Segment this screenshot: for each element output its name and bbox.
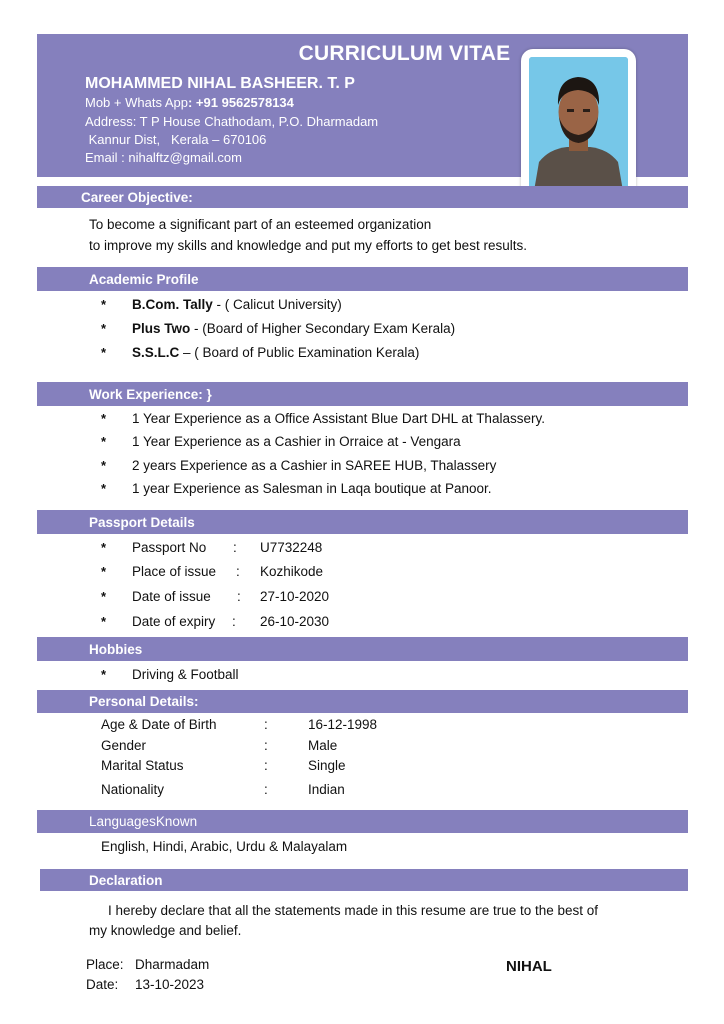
bullet-icon: *	[101, 411, 107, 426]
place-label: Place:	[86, 957, 124, 972]
declaration-heading: Declaration	[40, 869, 688, 891]
work-item: 1 year Experience as Salesman in Laqa boutique at Panoor.	[132, 481, 492, 496]
bullet-icon: *	[101, 321, 107, 336]
passport-sep: :	[236, 564, 240, 579]
date-label: Date:	[86, 977, 119, 992]
bullet-icon: *	[101, 434, 107, 449]
academic-item: B.Com. Tally - ( Calicut University)	[132, 297, 342, 312]
passport-label: Date of expiry	[132, 614, 216, 629]
personal-label: Nationality	[101, 782, 165, 797]
profile-photo	[529, 57, 628, 191]
profile-photo-frame	[521, 49, 636, 199]
work-item: 1 Year Experience as a Cashier in Orraice at - Vengara	[132, 434, 461, 449]
person-portrait-icon	[529, 57, 628, 191]
work-item: 1 Year Experience as a Office Assistant Blue Dart DHL at Thalassery.	[132, 411, 545, 426]
passport-sep: :	[232, 614, 236, 629]
passport-sep: :	[237, 589, 241, 604]
languages-value: English, Hindi, Arabic, Urdu & Malayalam	[101, 839, 348, 854]
bullet-icon: *	[101, 564, 107, 579]
personal-label: Gender	[101, 738, 147, 753]
academic-item: Plus Two - (Board of Higher Secondary Exam Kerala)	[132, 321, 456, 336]
address-line-2: Kannur Dist, Kerala – 670106	[85, 132, 267, 147]
career-objective-line-1: To become a significant part of an esteemed organization	[89, 217, 432, 232]
address-line-1: Address: T P House Chathodam, P.O. Dharmadam	[85, 114, 379, 129]
bullet-icon: *	[101, 458, 107, 473]
personal-sep: :	[264, 758, 268, 773]
passport-value: U7732248	[260, 540, 323, 555]
personal-label: Marital Status	[101, 758, 184, 773]
passport-value: 26-10-2030	[260, 614, 330, 629]
bullet-icon: *	[101, 481, 107, 496]
bullet-icon: *	[101, 345, 107, 360]
contact-email: Email : nihalftz@gmail.com	[85, 150, 242, 165]
career-objective-line-2: to improve my skills and knowledge and put my efforts to get best results.	[89, 238, 527, 253]
declaration-line-2: my knowledge and belief.	[89, 923, 242, 938]
bullet-icon: *	[101, 589, 107, 604]
personal-value: Single	[308, 758, 346, 773]
signature-name: NIHAL	[506, 958, 552, 975]
career-objective-heading: Career Objective:	[37, 186, 688, 208]
personal-value: Indian	[308, 782, 345, 797]
work-item: 2 years Experience as a Cashier in SAREE HUB, Thalassery	[132, 458, 497, 473]
bullet-icon: *	[101, 614, 107, 629]
phone-label: Mob + Whats App	[85, 95, 188, 110]
passport-details-heading: Passport Details	[37, 510, 688, 534]
place-value: Dharmadam	[135, 957, 210, 972]
hobby-item: Driving & Football	[132, 667, 239, 682]
date-value: 13-10-2023	[135, 977, 205, 992]
personal-value: 16-12-1998	[308, 717, 378, 732]
personal-sep: :	[264, 738, 268, 753]
declaration-line-1: I hereby declare that all the statements made in this resume are true to the best of	[108, 903, 599, 918]
passport-label: Passport No	[132, 540, 207, 555]
passport-label: Place of issue	[132, 564, 217, 579]
passport-value: 27-10-2020	[260, 589, 330, 604]
document-title: CURRICULUM VITAE	[298, 42, 511, 65]
candidate-name: MOHAMMED NIHAL BASHEER. T. P	[85, 75, 355, 92]
academic-item: S.S.L.C – ( Board of Public Examination Kerala)	[132, 345, 420, 360]
phone-value: : +91 9562578134	[187, 95, 294, 110]
academic-profile-heading: Academic Profile	[37, 267, 688, 291]
personal-details-heading: Personal Details:	[37, 690, 688, 713]
bullet-icon: *	[101, 540, 107, 555]
work-experience-heading: Work Experience: }	[37, 382, 688, 406]
personal-sep: :	[264, 717, 268, 732]
hobbies-heading: Hobbies	[37, 637, 688, 661]
personal-value: Male	[308, 738, 338, 753]
personal-sep: :	[264, 782, 268, 797]
passport-label: Date of issue	[132, 589, 211, 604]
contact-phone	[85, 95, 294, 110]
passport-sep: :	[233, 540, 237, 555]
passport-value: Kozhikode	[260, 564, 324, 579]
bullet-icon: *	[101, 667, 107, 682]
languages-heading: LanguagesKnown	[37, 810, 688, 833]
bullet-icon: *	[101, 297, 107, 312]
personal-label: Age & Date of Birth	[101, 717, 217, 732]
